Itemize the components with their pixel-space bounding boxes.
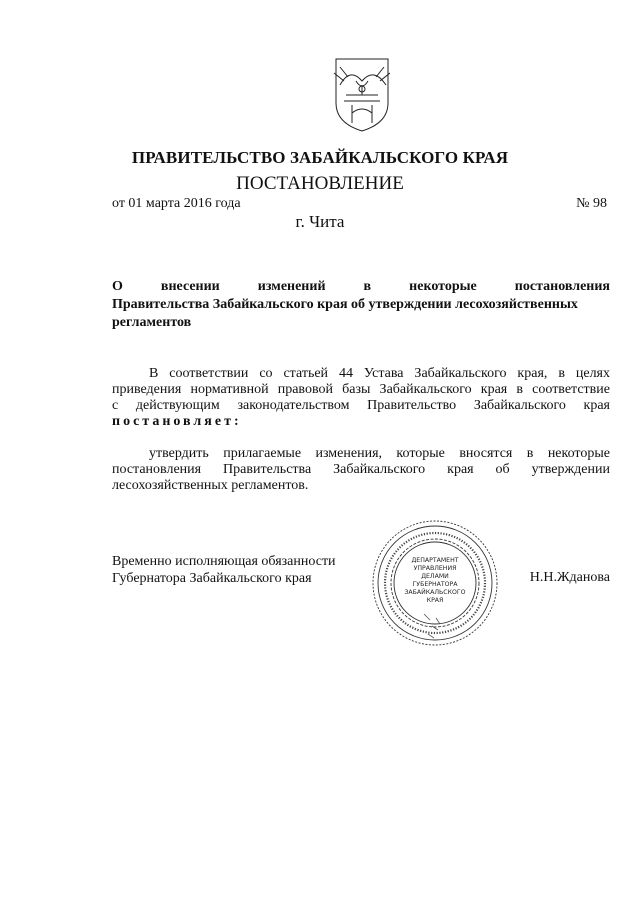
preamble-paragraph [112,366,610,430]
decision-paragraph [112,446,610,494]
coat-of-arms-emblem [326,55,398,135]
paragraph-line: постановления Правительства Забайкальского края об утверждении [112,462,610,477]
subject-line: регламентов [112,315,192,330]
stamp-line: ЗАБАЙКАЛЬСКОГО [404,589,466,596]
paragraph-line: приведения нормативной правовой базы Забайкальского края в соответствие [112,382,610,397]
stamp-line: УПРАВЛЕНИЯ [413,565,457,572]
stamp-line: ДЕПАРТАМЕНТ [411,557,459,564]
government-title: ПРАВИТЕЛЬСТВО ЗАБАЙКАЛЬСКОГО КРАЯ [131,148,509,167]
subject-line: Правительства Забайкальского края об утверждении лесохозяйственных [112,297,578,312]
document-number: № 98 [576,196,607,211]
document-subject [112,278,610,332]
paragraph-line: с действующим законодательством Правительство Забайкальского края [112,398,610,413]
document-type: ПОСТАНОВЛЕНИЕ [236,173,404,194]
paragraph-line: лесохозяйственных регламентов. [112,478,309,493]
position-line: Губернатора Забайкальского края [112,571,312,586]
document-date: от 01 марта 2016 года [112,196,241,211]
stamp-line: ГУБЕРНАТОРА [412,581,458,588]
stamp-line: ДЕЛАМИ [421,573,449,580]
signatory-name: Н.Н.Жданова [529,570,610,585]
subject-line: О внесении изменений в некоторые постановления [112,279,610,294]
paragraph-line: утвердить прилагаемые изменения, которые вносятся в некоторые [149,446,610,461]
stamp-line: КРАЯ [426,597,444,604]
official-seal-stamp [370,518,500,648]
city: г. Чита [295,212,345,231]
signatory-position [112,553,336,587]
paragraph-line: В соответствии со статьей 44 Устава Забайкальского края, в целях [149,366,610,381]
decree-word: постановляет: [112,414,242,429]
position-line: Временно исполняющая обязанности [112,554,336,569]
